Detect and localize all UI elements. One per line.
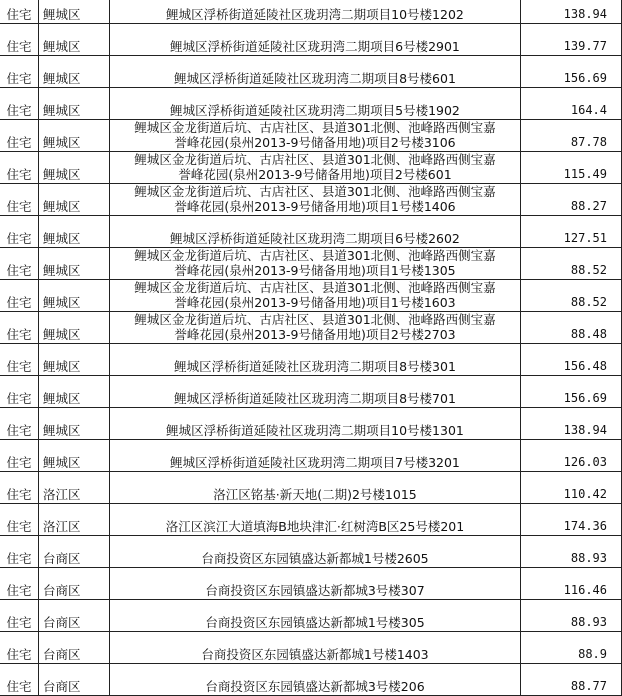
address-line: 鲤城区浮桥街道延陵社区珑玥湾二期项目10号楼1202 [166, 7, 464, 22]
table-row [0, 440, 622, 472]
address-cell [110, 504, 521, 536]
address-cell [110, 248, 521, 280]
table-row [0, 56, 622, 88]
address-line: 洛江区滨江大道填海B地块津汇·红树湾B区25号楼201 [165, 519, 465, 534]
address-cell [110, 408, 521, 440]
district-cell: 鲤城区 [39, 0, 110, 24]
property-type-cell: 住宅 [0, 216, 39, 248]
district-cell: 鲤城区 [39, 248, 110, 280]
address-cell [110, 88, 521, 120]
table-row [0, 344, 622, 376]
address-cell [110, 632, 521, 664]
address-line: 誉峰花园(泉州2013-9号储备用地)项目2号楼3106 [174, 135, 456, 150]
address-cell [110, 0, 521, 24]
area-cell: 138.94 [521, 0, 622, 24]
address-line: 誉峰花园(泉州2013-9号储备用地)项目1号楼1305 [174, 263, 456, 278]
address-cell [110, 312, 521, 344]
area-cell: 87.78 [521, 120, 622, 152]
address-line: 鲤城区浮桥街道延陵社区珑玥湾二期项目6号楼2602 [170, 231, 460, 246]
area-cell: 116.46 [521, 568, 622, 600]
table-row [0, 472, 622, 504]
table-row [0, 568, 622, 600]
property-type-cell: 住宅 [0, 280, 39, 312]
address-cell [110, 536, 521, 568]
address-cell [110, 184, 521, 216]
table-row [0, 88, 622, 120]
area-cell: 110.42 [521, 472, 622, 504]
property-type-cell: 住宅 [0, 24, 39, 56]
district-cell: 洛江区 [39, 472, 110, 504]
district-cell: 鲤城区 [39, 408, 110, 440]
district-cell: 台商区 [39, 600, 110, 632]
address-line: 誉峰花园(泉州2013-9号储备用地)项目2号楼2703 [174, 327, 456, 342]
table-row [0, 632, 622, 664]
district-cell: 鲤城区 [39, 24, 110, 56]
district-cell: 鲤城区 [39, 184, 110, 216]
address-line: 鲤城区金龙街道后坑、古店社区、县道301北侧、池峰路西侧宝嘉 [134, 152, 496, 167]
property-type-cell: 住宅 [0, 120, 39, 152]
table-row [0, 184, 622, 216]
address-cell [110, 152, 521, 184]
area-cell: 156.69 [521, 376, 622, 408]
table-row [0, 216, 622, 248]
property-type-cell: 住宅 [0, 504, 39, 536]
property-type-cell: 住宅 [0, 536, 39, 568]
table-row [0, 280, 622, 312]
address-line: 洛江区铭基·新天地(二期)2号楼1015 [213, 487, 417, 502]
district-cell: 台商区 [39, 536, 110, 568]
address-line: 台商投资区东园镇盛达新都城1号楼305 [205, 615, 425, 630]
address-line: 鲤城区金龙街道后坑、古店社区、县道301北侧、池峰路西侧宝嘉 [134, 312, 496, 327]
address-line: 鲤城区浮桥街道延陵社区珑玥湾二期项目5号楼1902 [170, 103, 460, 118]
property-type-cell: 住宅 [0, 56, 39, 88]
table-row [0, 24, 622, 56]
address-cell [110, 664, 521, 696]
district-cell: 鲤城区 [39, 376, 110, 408]
address-cell [110, 376, 521, 408]
district-cell: 台商区 [39, 568, 110, 600]
table-row [0, 120, 622, 152]
address-line: 鲤城区金龙街道后坑、古店社区、县道301北侧、池峰路西侧宝嘉 [134, 184, 496, 199]
address-line: 鲤城区浮桥街道延陵社区珑玥湾二期项目7号楼3201 [170, 455, 460, 470]
table-row [0, 312, 622, 344]
area-cell: 88.48 [521, 312, 622, 344]
area-cell: 138.94 [521, 408, 622, 440]
address-cell [110, 440, 521, 472]
district-cell: 鲤城区 [39, 120, 110, 152]
address-line: 台商投资区东园镇盛达新都城1号楼1403 [201, 647, 429, 662]
area-cell: 156.69 [521, 56, 622, 88]
district-cell: 鲤城区 [39, 56, 110, 88]
table-row [0, 0, 622, 24]
table-row [0, 664, 622, 696]
address-line: 台商投资区东园镇盛达新都城1号楼2605 [201, 551, 429, 566]
area-cell: 127.51 [521, 216, 622, 248]
district-cell: 鲤城区 [39, 88, 110, 120]
property-type-cell: 住宅 [0, 440, 39, 472]
district-cell: 鲤城区 [39, 152, 110, 184]
address-cell [110, 120, 521, 152]
property-type-cell: 住宅 [0, 376, 39, 408]
table-row [0, 376, 622, 408]
area-cell: 139.77 [521, 24, 622, 56]
area-cell: 115.49 [521, 152, 622, 184]
property-type-cell: 住宅 [0, 88, 39, 120]
property-type-cell: 住宅 [0, 632, 39, 664]
property-type-cell: 住宅 [0, 472, 39, 504]
property-type-cell: 住宅 [0, 408, 39, 440]
address-line: 鲤城区浮桥街道延陵社区珑玥湾二期项目8号楼601 [174, 71, 456, 86]
address-line: 鲤城区浮桥街道延陵社区珑玥湾二期项目10号楼1301 [166, 423, 464, 438]
area-cell: 88.93 [521, 536, 622, 568]
address-line: 誉峰花园(泉州2013-9号储备用地)项目2号楼601 [178, 167, 452, 182]
district-cell: 洛江区 [39, 504, 110, 536]
table-row [0, 504, 622, 536]
area-cell: 88.52 [521, 248, 622, 280]
property-type-cell: 住宅 [0, 152, 39, 184]
district-cell: 鲤城区 [39, 216, 110, 248]
address-cell [110, 56, 521, 88]
area-cell: 174.36 [521, 504, 622, 536]
area-cell: 88.77 [521, 664, 622, 696]
address-line: 鲤城区浮桥街道延陵社区珑玥湾二期项目8号楼701 [174, 391, 456, 406]
table-row [0, 536, 622, 568]
property-type-cell: 住宅 [0, 344, 39, 376]
address-cell [110, 344, 521, 376]
address-cell [110, 600, 521, 632]
area-cell: 88.93 [521, 600, 622, 632]
property-type-cell: 住宅 [0, 312, 39, 344]
district-cell: 鲤城区 [39, 312, 110, 344]
property-type-cell: 住宅 [0, 0, 39, 24]
address-line: 鲤城区浮桥街道延陵社区珑玥湾二期项目8号楼301 [174, 359, 456, 374]
address-cell [110, 472, 521, 504]
address-line: 鲤城区金龙街道后坑、古店社区、县道301北侧、池峰路西侧宝嘉 [134, 248, 496, 263]
address-line: 鲤城区浮桥街道延陵社区珑玥湾二期项目6号楼2901 [170, 39, 460, 54]
district-cell: 台商区 [39, 632, 110, 664]
property-type-cell: 住宅 [0, 664, 39, 696]
area-cell: 126.03 [521, 440, 622, 472]
table-row [0, 600, 622, 632]
area-cell: 164.4 [521, 88, 622, 120]
district-cell: 台商区 [39, 664, 110, 696]
area-cell: 156.48 [521, 344, 622, 376]
address-cell [110, 568, 521, 600]
district-cell: 鲤城区 [39, 280, 110, 312]
address-line: 鲤城区金龙街道后坑、古店社区、县道301北侧、池峰路西侧宝嘉 [134, 280, 496, 295]
address-line: 誉峰花园(泉州2013-9号储备用地)项目1号楼1603 [174, 295, 456, 310]
address-line: 誉峰花园(泉州2013-9号储备用地)项目1号楼1406 [174, 199, 456, 214]
district-cell: 鲤城区 [39, 344, 110, 376]
property-type-cell: 住宅 [0, 248, 39, 280]
address-line: 鲤城区金龙街道后坑、古店社区、县道301北侧、池峰路西侧宝嘉 [134, 120, 496, 135]
property-type-cell: 住宅 [0, 184, 39, 216]
table-row [0, 408, 622, 440]
address-line: 台商投资区东园镇盛达新都城3号楼307 [205, 583, 425, 598]
address-cell [110, 280, 521, 312]
property-type-cell: 住宅 [0, 568, 39, 600]
address-cell [110, 24, 521, 56]
address-cell [110, 216, 521, 248]
table-row [0, 248, 622, 280]
area-cell: 88.9 [521, 632, 622, 664]
address-line: 台商投资区东园镇盛达新都城3号楼206 [205, 679, 425, 694]
district-cell: 鲤城区 [39, 440, 110, 472]
area-cell: 88.27 [521, 184, 622, 216]
table-row [0, 152, 622, 184]
property-type-cell: 住宅 [0, 600, 39, 632]
area-cell: 88.52 [521, 280, 622, 312]
